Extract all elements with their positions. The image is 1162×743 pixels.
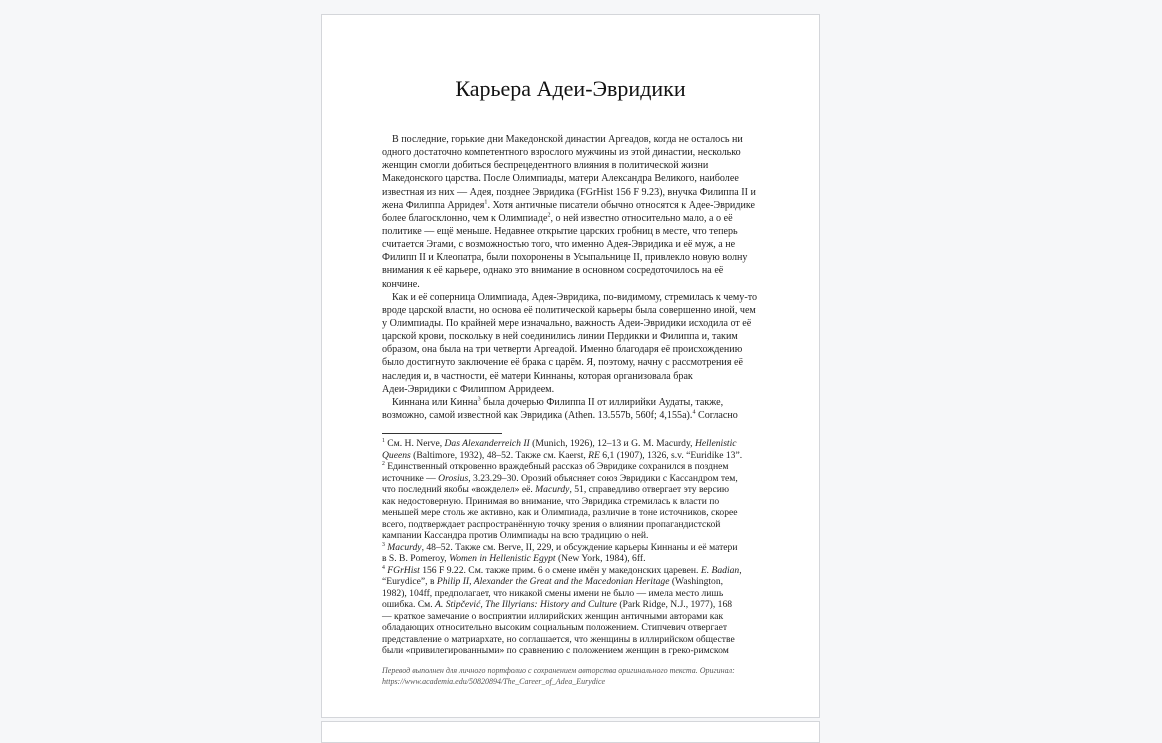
text-segment: кончине.	[382, 278, 420, 290]
body-line	[382, 278, 772, 291]
footnote-divider	[382, 433, 502, 434]
text-segment: Queens	[382, 449, 411, 461]
body-line	[382, 212, 772, 225]
text-segment: 6,1 (1907), 1326, s.v. “Euridike 13”.	[599, 449, 743, 461]
text-segment: у Олимпиады. По крайней мере изначально, важность Адеи-Эвридики исходила от её	[382, 317, 752, 329]
text-segment: Киннана или Кинна	[392, 396, 478, 408]
text-segment: В последние, горькие дни Македонской династии Аргеадов, когда не осталось ни	[392, 134, 743, 145]
footnote-marker: 1	[382, 437, 385, 444]
credit-link[interactable]: https://www.academia.edu/50820894/The_Career_of_Adea_Eurydice	[382, 677, 606, 686]
footnote-marker: 3	[477, 396, 481, 403]
footnote-line	[382, 461, 772, 473]
text-segment: Адеи-Эвридики с Филиппом Арридеем.	[382, 383, 555, 395]
footnote-line	[382, 645, 772, 657]
text-segment: Филипп II и Клеопатра, были похоронены в Усыпальнице II, привлекло новую волну	[382, 252, 748, 264]
footnote-line	[382, 622, 772, 634]
text-segment: RE	[588, 449, 600, 461]
credit-text: Перевод выполнен для личного портфолио с сохранением авторства оригинального текста. Оригинал:	[382, 666, 735, 675]
footnote-marker: 2	[382, 460, 385, 467]
text-segment: 156 F 9.22. См. также прим. 6 о смене имён у македонских царевен.	[419, 564, 701, 576]
footnote-marker: 3	[382, 541, 385, 548]
footnote-marker: 4	[382, 564, 385, 571]
text-segment: ,	[480, 599, 486, 610]
text-segment: Philip II, Alexander the Great and the Macedonian Heritage	[436, 576, 670, 587]
translation-credit	[382, 665, 772, 687]
footnote-line	[382, 438, 772, 450]
text-segment: кампании Кассандра против Олимпиады на всю традицию о ней.	[382, 530, 649, 541]
next-page	[321, 721, 820, 743]
text-segment: считается Эгами, с возможностью того, что именно Адея-Эвридика и её муж, а не	[382, 239, 736, 251]
footnote-line	[382, 450, 772, 462]
footnote-line	[382, 576, 772, 588]
text-segment: ,	[739, 564, 742, 576]
text-segment: “Eurydice”, в	[382, 576, 437, 587]
body-line	[382, 291, 772, 304]
text-segment: См. H. Nerve,	[384, 438, 445, 449]
body-line	[382, 396, 772, 409]
footnote-line	[382, 484, 772, 496]
text-segment: Согласно	[695, 409, 738, 421]
footnote-marker: 4	[692, 409, 696, 416]
text-segment: (Baltimore, 1932), 48–52. Также см. Kaerst,	[410, 449, 589, 461]
text-segment: одного достаточно компетентного взрослого мужчины из этой династии, несколько	[382, 147, 741, 159]
text-segment: , 51, справедливо отвергает эту версию	[569, 484, 730, 495]
text-segment: в S. B. Pomeroy,	[382, 553, 450, 564]
text-segment: было достигнуто заключение её брака с царём. Я, поэтому, начну с рассмотрения её	[382, 357, 743, 369]
text-segment: обладающих относительно высоким социальным положением. Стипчевич отвергает	[382, 622, 728, 633]
text-segment: была дочерью Филиппа II от иллирийки Аудаты, также,	[480, 396, 724, 408]
footnote-line	[382, 519, 772, 531]
text-segment: — краткое замечание о восприятии иллирийских женщин античными авторами как	[382, 610, 724, 622]
text-segment: Единственный откровенно враждебный рассказ об Эвридике сохранился в позднем	[384, 461, 729, 472]
text-segment: Macurdy	[387, 541, 422, 553]
text-segment: Women in Hellenistic Egypt	[449, 553, 556, 564]
body-line	[382, 330, 772, 343]
document-page	[321, 14, 820, 718]
text-segment: более благосклонно, чем к Олимпиаде	[382, 212, 548, 224]
text-segment: FGrHist	[387, 564, 420, 576]
text-segment: образом, она была на три четверти Аргеадой. Именно благодаря её происхождению	[382, 344, 743, 356]
text-segment: как недостоверную. Принимая во внимание, что Эвридика стремилась к власти по	[382, 495, 720, 507]
text-segment: возможно, самой известной как Эвридика (Athen. 13.557b, 560f; 4,155a).	[382, 409, 693, 421]
text-segment: (New York, 1984), 6ff.	[555, 553, 646, 564]
footnote-line	[382, 507, 772, 519]
text-segment: политике — ещё меньше. Недавнее открытие царских гробниц в месте, что теперь	[382, 225, 738, 237]
text-segment: внимания к её карьере, однако это внимание в основном сосредоточилось на её	[382, 265, 724, 277]
text-segment: . Хотя античные писатели обычно относятся к Адее-Эвридике	[487, 199, 755, 211]
text-segment: источнике —	[382, 472, 439, 484]
body-line	[382, 343, 772, 356]
footnote-line	[382, 599, 772, 611]
text-segment: Das Alexanderreich II	[444, 438, 530, 449]
text-segment: женщин смогли добиться беспрецедентного влияния в политической жизни	[382, 160, 709, 172]
text-segment: 1982), 104ff, предполагает, что никакой смены имени не было — имела место лишь	[382, 587, 724, 599]
body-line	[382, 186, 772, 199]
text-segment: Hellenistic	[694, 438, 737, 449]
body-line	[382, 304, 772, 317]
body-line	[382, 383, 772, 396]
text-segment: , 48–52. Также см. Berve, II, 229, и обсуждение карьеры Киннаны и её матери	[421, 541, 738, 553]
footnote-line	[382, 496, 772, 508]
footnote-line	[382, 553, 772, 565]
text-segment: (Park Ridge, N.J., 1977), 168	[616, 599, 733, 610]
text-segment: E. Badian	[700, 564, 740, 576]
body-line	[382, 146, 772, 159]
body-line	[382, 317, 772, 330]
text-segment: (Washington,	[669, 576, 724, 587]
text-segment: были «привилегированными» по сравнению с положением женщин в греко-римском	[382, 645, 729, 656]
body-line	[382, 238, 772, 251]
footnote-marker: 1	[484, 199, 488, 206]
text-segment: , о ней известно относительно мало, а о её	[550, 212, 733, 224]
text-segment: известная из них — Адея, позднее Эвридика (FGrHist 156 F 9.23), внучка Филиппа II и	[382, 186, 756, 198]
body-line	[382, 199, 772, 212]
text-segment: Как и её соперница Олимпиада, Адея-Эвридика, по-видимому, стремилась к чему-то	[392, 291, 758, 303]
footnote-marker: 2	[547, 212, 551, 219]
text-segment: The Illyrians: History and Culture	[485, 599, 617, 610]
body-line	[382, 409, 772, 422]
body-line	[382, 264, 772, 277]
footnote-line	[382, 530, 772, 542]
body-text	[382, 133, 772, 422]
footnote-line	[382, 542, 772, 554]
text-segment: Orosius	[438, 472, 469, 484]
text-segment: меньшей мере столь же активно, как и Олимпиада, различие в тоне источников, скорее	[382, 507, 738, 518]
text-segment: , 3.23.29–30. Орозий объясняет союз Эвридики с Кассандром тем,	[468, 472, 738, 484]
footnotes	[382, 438, 772, 657]
body-line	[382, 370, 772, 383]
footnote-line	[382, 611, 772, 623]
text-segment: что последний якобы «вожделел» её.	[382, 484, 536, 495]
body-line	[382, 225, 772, 238]
text-segment: наследия и, в частности, её матери Киннаны, которая организовала брак	[382, 370, 693, 382]
body-line	[382, 172, 772, 185]
text-segment: всего, подтверждает распространённую точку зрения о влиянии пропагандистской	[382, 518, 721, 530]
text-segment: (Munich, 1926), 12–13 и G. M. Macurdy,	[529, 438, 695, 449]
footnote-line	[382, 565, 772, 577]
text-segment: Macurdy	[535, 484, 570, 495]
text-segment: Македонского царства. После Олимпиады, матери Александра Великого, наиболее	[382, 173, 739, 185]
footnote-line	[382, 634, 772, 646]
document-title: Карьера Адеи-Эвридики	[455, 76, 686, 101]
text-segment: царской крови, поскольку в ней соединились линии Пердикки и Филиппа и, таким	[382, 331, 738, 343]
body-line	[382, 133, 772, 146]
footnote-line	[382, 473, 772, 485]
text-segment: жена Филиппа Арридея	[382, 199, 485, 211]
text-segment: вроде царской власти, но основа её политической карьеры была совершенно иной, чем	[382, 304, 756, 316]
text-segment: A. Stipčević	[435, 599, 481, 610]
body-line	[382, 159, 772, 172]
body-line	[382, 251, 772, 264]
text-segment: представление о матриархате, но соглашается, что женщины в иллирийском обществе	[382, 633, 735, 645]
text-segment: ошибка. См.	[382, 599, 436, 610]
body-line	[382, 356, 772, 369]
footnote-line	[382, 588, 772, 600]
